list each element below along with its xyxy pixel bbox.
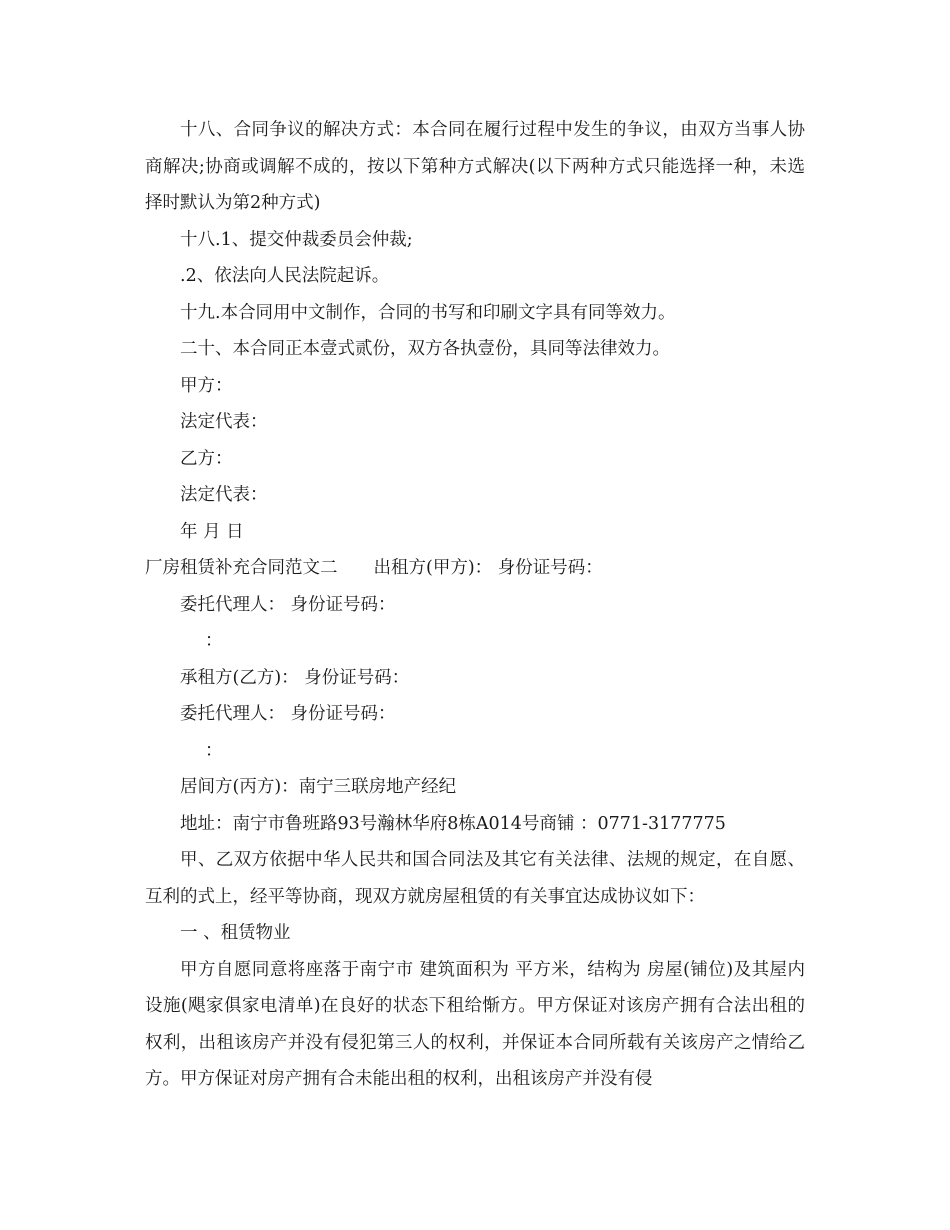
lessee-agent-colon: ： [205,740,223,761]
contract-intro: 甲、乙双方依据中华人民共和国合同法及其它有关法律、法规的规定，在自愿、互利的式上，经平等协商，现双方就房屋租赁的有关事宜达成协议如下： [145,850,805,907]
party-a-legal-rep: 法定代表： [180,412,268,432]
clause-18-dispute: 十八、合同争议的解决方式：本合同在履行过程中发生的争议，由双方当事人协商解决;协商或调解不成的，按以下第种方式解决(以下两种方式只能选择一种，未选择时默认为第2种方式) [145,120,805,213]
address-line: 地址：南宁市鲁班路93号瀚林华府8栋A014号商铺 ：0771-3177775 [180,813,726,834]
lessor-agent-line: 委托代理人： 身份证号码： [180,594,396,615]
clause-20-copies: 二十、本合同正本壹式贰份，双方各执壹份，具同等法律效力。 [180,339,670,359]
signature-date: 年 月 日 [180,521,244,542]
party-a-signature: 甲方： [180,375,233,396]
lessee-line: 承租方(乙方)： 身份证号码： [180,667,410,688]
clause-1-rental-property: 甲方自愿同意将座落于南宁市 建筑面积为 平方米，结构为 房屋(铺位)及其屋内设施(飓家俱家电清单)在良好的状态下租给惭方。甲方保证对该房产拥有合法出租的权利，出租该房产并没有侵犯第三人的权利，并保证本合同所载有关该房产之情给乙方。甲方保证对房产拥有合未能出租的权利，出租该房产并没有侵 [145,959,805,1089]
section2-title: 厂房租赁补充合同范文二 [145,558,338,578]
party-b-signature: 乙方： [180,448,233,469]
lessee-agent-line: 委托代理人： 身份证号码： [180,704,396,724]
section2-header-line [145,550,805,587]
broker-line: 居间方(丙方)：南宁三联房地产经纪 [180,777,457,797]
party-b-legal-rep: 法定代表： [180,485,268,505]
lessor-agent-colon: ： [205,631,223,651]
lessor-line: 出租方(甲方)： 身份证号码： [373,558,603,578]
clause-19-language: 十九.本合同用中文制作，合同的书写和印刷文字具有同等效力。 [180,302,676,323]
clause-18-2-lawsuit: .2、依法向人民法院起诉。 [180,266,390,286]
document-body [145,112,805,1098]
heading-rental-property: 一 、租赁物业 [180,923,291,943]
clause-18-1-arbitration: 十八.1、提交仲裁委员会仲裁; [180,229,413,250]
